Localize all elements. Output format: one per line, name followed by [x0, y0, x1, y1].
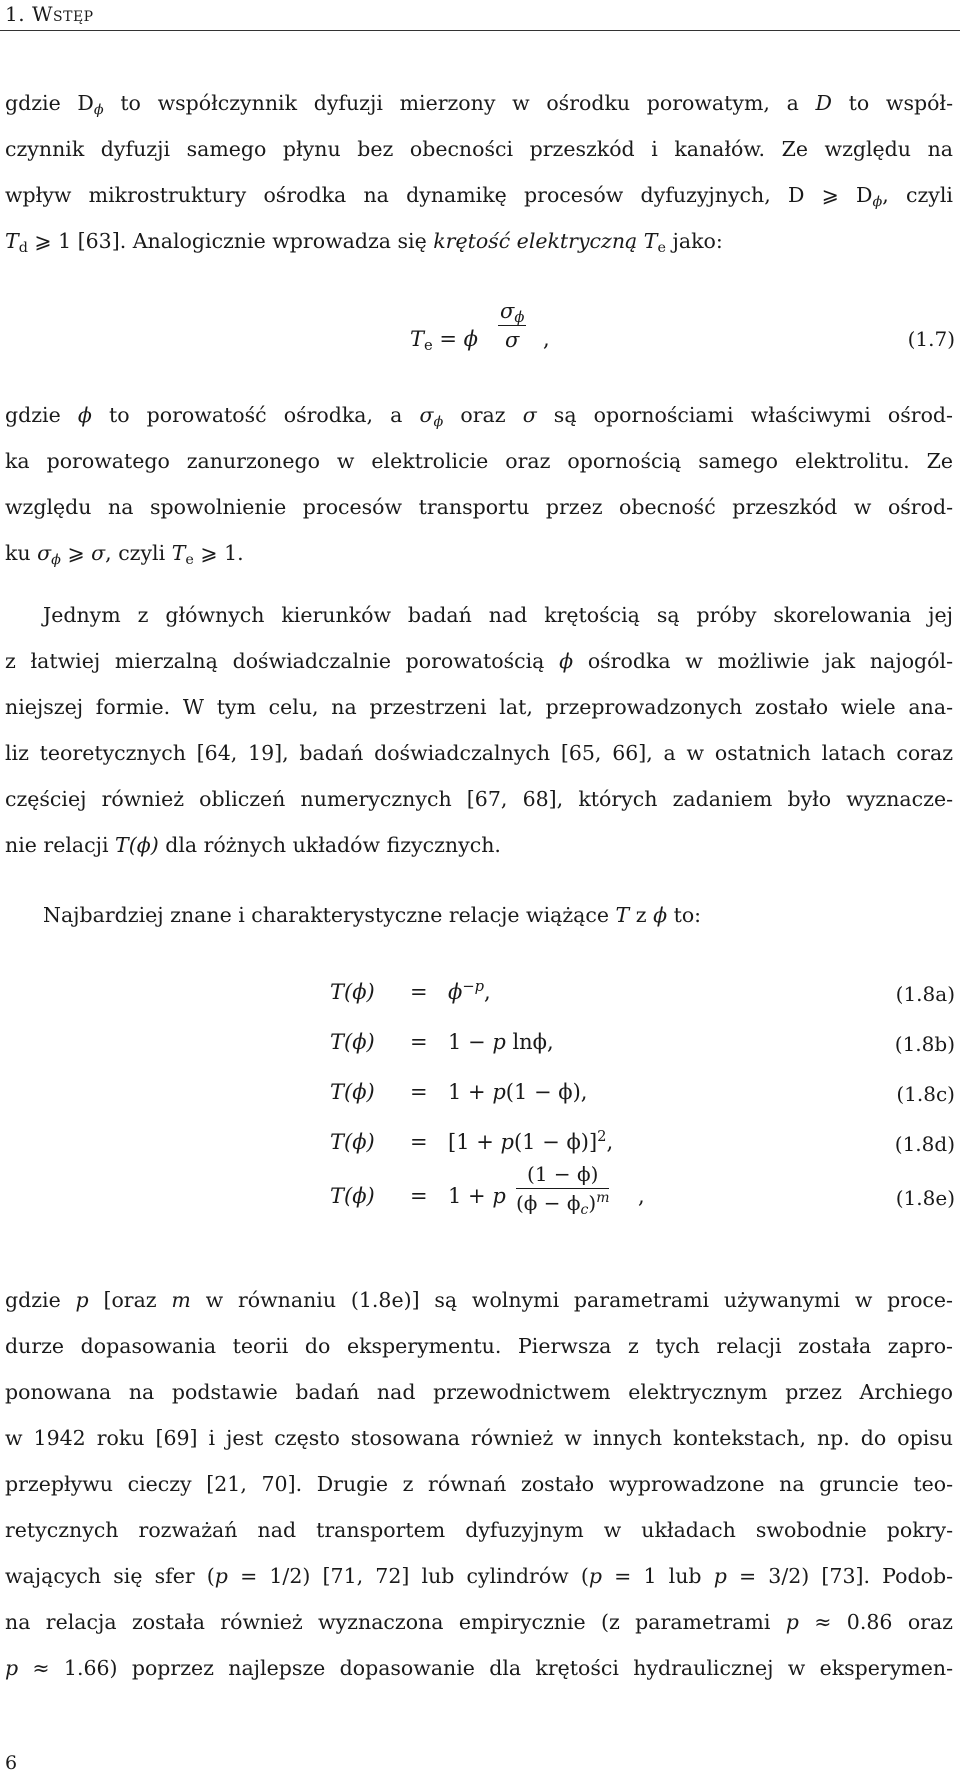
paragraph-parameters: [5, 1277, 953, 1691]
text-line: częściej również obliczeń numerycznych [67, 68], których zadaniem było wyznacze-: [5, 787, 953, 811]
text-line: p ≈ 1.66) poprzez najlepsze dopasowanie dla krętości hydraulicznej w eksperymen-: [5, 1656, 953, 1680]
text-line: czynnik dyfuzji samego płynu bez obecności przeszkód i kanałów. Ze względu na: [5, 137, 953, 161]
text-line: wpływ mikrostruktury ośrodka na dynamikę procesów dyfuzyjnych, D ⩾ $D_\phi$, czyli: [5, 183, 953, 210]
text-line: przepływu cieczy [21, 70]. Drugie z równań zostało wyprowadzone na gruncie teo-: [5, 1472, 953, 1496]
equation-number: (1.8b): [894, 1032, 955, 1056]
paragraph-correlation: [5, 592, 953, 868]
equation-fraction: (1 − ϕ) $(\phi - \phi_c)^m$: [516, 1162, 610, 1218]
equation-row: T(ϕ) = 1 + p (1 − ϕ) $(\phi - \phi_c)^m$ , (1.8e): [330, 1162, 955, 1218]
page-number: 6: [5, 1752, 18, 1774]
equation-row: T(ϕ) = $\phi^{-p}$, (1.8a): [330, 978, 955, 1006]
chapter-title: Wstęp: [31, 2, 94, 26]
equation-number: (1.7): [907, 327, 955, 351]
paragraph-diffusion: [5, 80, 953, 264]
text-line: wających się sfer (p = 1/2) [71, 72] lub cylindrów (p = 1 lub p = 3/2) [73]. Podob-: [5, 1564, 953, 1588]
equation-row: T(ϕ) = 1 + p(1 − ϕ), (1.8c): [330, 1080, 955, 1106]
text-line: z łatwiej mierzalną doświadczalnie porowatością ϕ ośrodka w możliwie jak najogól-: [5, 649, 953, 673]
text-line: ka porowatego zanurzonego w elektrolicie oraz opornością samego elektrolitu. Ze: [5, 449, 953, 473]
text-line: w 1942 roku [69] i jest często stosowana również w innych kontekstach, np. do opisu: [5, 1426, 953, 1450]
text-line: ku $\sigma_\phi$ ⩾ σ, czyli $T_e$ ⩾ 1.: [5, 541, 244, 568]
equation-row: T(ϕ) = $[1 + p(1 - \phi)]^2$, (1.8d): [330, 1128, 955, 1156]
text-line: względu na spowolnienie procesów transportu przez obecność przeszkód w ośrod-: [5, 495, 953, 519]
text-line: $T_d$ ⩾ 1 [63]. Analogicznie wprowadza się krętość elektryczną $T_e$ jako:: [5, 229, 723, 256]
text-line: gdzie p [oraz m w równaniu (1.8e)] są wolnymi parametrami używanymi w proce-: [5, 1288, 953, 1312]
chapter-number: 1.: [5, 2, 26, 26]
running-header: [5, 2, 94, 26]
text-line: ponowana na podstawie badań nad przewodnictwem elektrycznym przez Archiego: [5, 1380, 953, 1404]
text-line: nie relacji T(ϕ) dla różnych układów fizycznych.: [5, 833, 501, 857]
equation-array-1-8: [330, 970, 955, 1230]
equation-lhs: $T_e = \phi$: [410, 327, 478, 354]
text-line: durze dopasowania teorii do eksperymentu. Pierwsza z tych relacji została zapro-: [5, 1334, 953, 1358]
text-line: niejszej formie. W tym celu, na przestrzeni lat, przeprowadzonych zostało wiele ana-: [5, 695, 953, 719]
text-line: Jednym z głównych kierunków badań nad krętością są próby skorelowania jej: [43, 603, 953, 627]
text-line: na relacja została również wyznaczona empirycznie (z parametrami p ≈ 0.86 oraz: [5, 1610, 953, 1634]
text-line: retycznych rozważań nad transportem dyfuzyjnym w układach swobodnie pokry-: [5, 1518, 953, 1542]
text-line: liz teoretycznych [64, 19], badań doświadczalnych [65, 66], a w ostatnich latach coraz: [5, 741, 953, 765]
paragraph-relations-intro: [5, 892, 953, 938]
header-rule: [0, 30, 960, 31]
equation-number: (1.8c): [896, 1082, 955, 1106]
equation-fraction: $\sigma_\phi$ σ: [500, 299, 525, 352]
text-line: gdzie ϕ to porowatość ośrodka, a $\sigma_\phi$ oraz σ są opornościami właściwymi ośrod-: [5, 403, 953, 430]
equation-row: T(ϕ) = 1 − p lnϕ, (1.8b): [330, 1030, 955, 1056]
equation-number: (1.8e): [895, 1186, 955, 1210]
text-line: Najbardziej znane i charakterystyczne relacje wiążące T z ϕ to:: [43, 903, 702, 927]
paragraph-porosity: [5, 392, 953, 576]
text-line: gdzie $D_\phi$ to współczynnik dyfuzji mierzony w ośrodku porowatym, a D to współ-: [5, 91, 953, 118]
equation-number: (1.8a): [895, 982, 955, 1006]
equation-1-7: $T_e = \phi$ $\sigma_\phi$ σ , (1.7): [410, 299, 955, 354]
equation-number: (1.8d): [894, 1132, 955, 1156]
